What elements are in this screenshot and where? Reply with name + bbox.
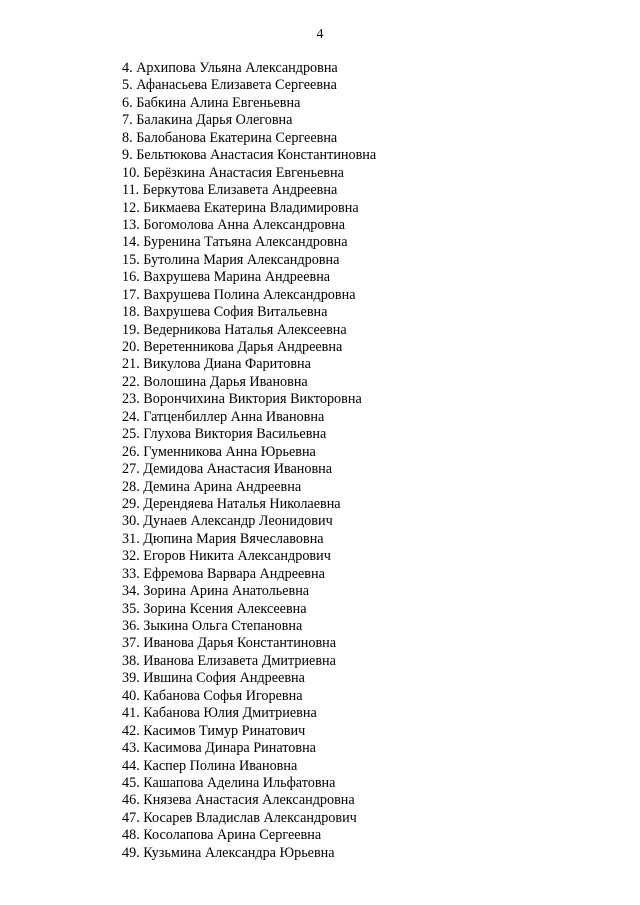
list-item: 31. Дюпина Мария Вячеславовна — [122, 530, 324, 547]
list-item: 21. Викулова Диана Фаритовна — [122, 356, 311, 373]
list-item: 46. Князева Анастасия Александровна — [122, 792, 355, 809]
list-item: 12. Бикмаева Екатерина Владимировна — [122, 199, 359, 216]
list-item: 11. Беркутова Елизавета Андреевна — [122, 182, 338, 199]
list-item: 22. Волошина Дарья Ивановна — [122, 373, 308, 390]
list-item: 44. Каспер Полина Ивановна — [122, 757, 298, 774]
list-item: 14. Буренина Татьяна Александровна — [122, 234, 348, 251]
list-item: 8. Балобанова Екатерина Сергеевна — [122, 129, 338, 146]
list-item: 7. Балакина Дарья Олеговна — [122, 112, 293, 129]
list-item: 26. Гуменникова Анна Юрьевна — [122, 443, 316, 460]
list-item: 25. Глухова Виктория Васильевна — [122, 426, 327, 443]
list-item: 42. Касимов Тимур Ринатович — [122, 722, 306, 739]
list-item: 48. Косолапова Арина Сергеевна — [122, 827, 322, 844]
list-item: 16. Вахрушева Марина Андреевна — [122, 269, 331, 286]
list-item: 35. Зорина Ксения Алексеевна — [122, 600, 307, 617]
list-item: 6. Бабкина Алина Евгеньевна — [122, 94, 301, 111]
list-item: 47. Косарев Владислав Александрович — [122, 809, 357, 826]
page-number: 4 — [316, 27, 324, 42]
list-item: 33. Ефремова Варвара Андреевна — [122, 565, 325, 582]
list-item: 41. Кабанова Юлия Дмитриевна — [122, 705, 317, 722]
list-item: 10. Берёзкина Анастасия Евгеньевна — [122, 164, 344, 181]
list-item: 13. Богомолова Анна Александровна — [122, 216, 346, 233]
name-list — [122, 60, 376, 862]
list-item: 32. Егоров Никита Александрович — [122, 548, 331, 565]
list-item: 9. Бельтюкова Анастасия Константиновна — [122, 147, 377, 164]
list-item: 39. Ившина София Андреевна — [122, 670, 305, 687]
list-item: 37. Иванова Дарья Константиновна — [122, 635, 337, 652]
list-item: 28. Демина Арина Андреевна — [122, 478, 302, 495]
list-item: 20. Веретенникова Дарья Андреевна — [122, 339, 343, 355]
list-item: 24. Гатценбиллер Анна Ивановна — [122, 408, 325, 425]
list-item: 27. Демидова Анастасия Ивановна — [122, 461, 333, 478]
list-item: 40. Кабанова Софья Игоревна — [122, 687, 303, 704]
list-item: 17. Вахрушева Полина Александровна — [122, 286, 356, 303]
list-item: 38. Иванова Елизавета Дмитриевна — [122, 652, 336, 669]
list-item: 34. Зорина Арина Анатольевна — [122, 583, 310, 600]
list-item: 43. Касимова Динара Ринатовна — [122, 740, 316, 757]
list-item: 18. Вахрушева София Витальевна — [122, 304, 328, 321]
list-item: 30. Дунаев Александр Леонидович — [122, 513, 333, 530]
list-item: 15. Бутолина Мария Александровна — [122, 251, 340, 268]
list-item: 19. Ведерникова Наталья Алексеевна — [122, 321, 347, 338]
list-item: 5. Афанасьева Елизавета Сергеевна — [122, 77, 337, 94]
list-item: 45. Кашапова Аделина Ильфатовна — [122, 774, 336, 791]
list-item: 4. Архипова Ульяна Александровна — [122, 60, 338, 76]
list-item: 36. Зыкина Ольга Степановна — [122, 618, 303, 634]
list-item: 29. Дерендяева Наталья Николаевна — [122, 495, 341, 512]
list-item: 23. Ворончихина Виктория Викторовна — [122, 391, 362, 408]
list-item: 49. Кузьмина Александра Юрьевна — [122, 844, 335, 861]
